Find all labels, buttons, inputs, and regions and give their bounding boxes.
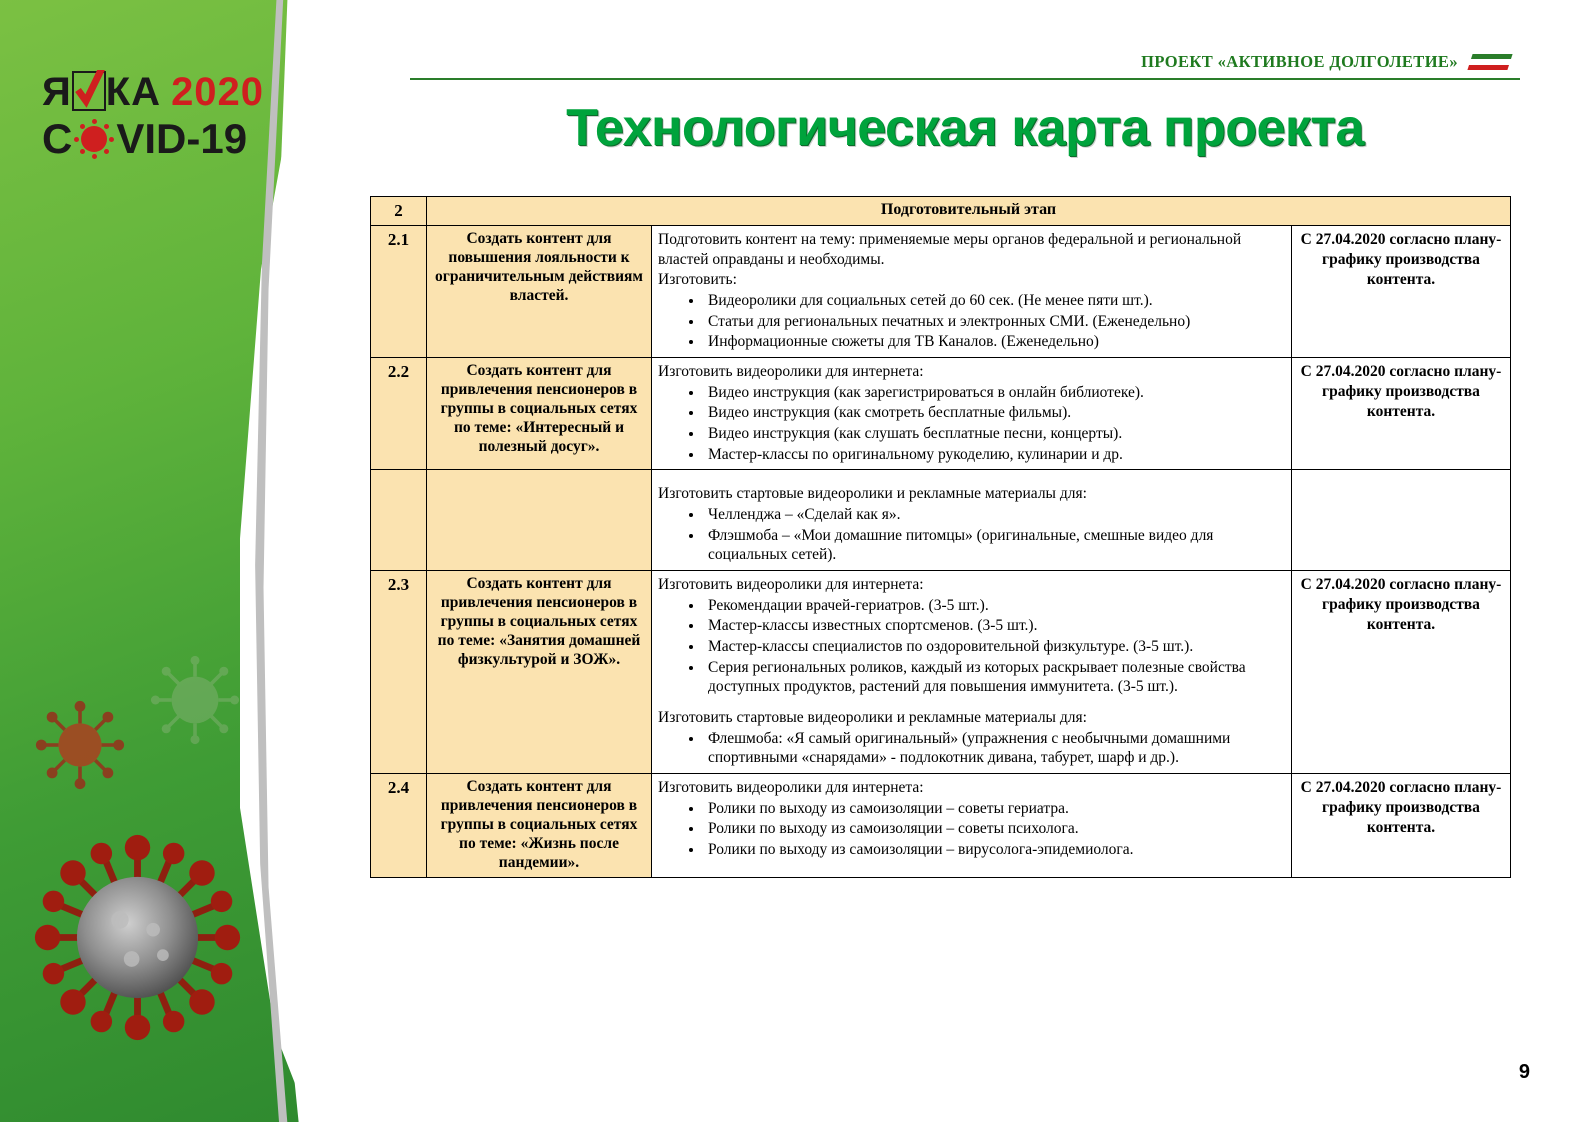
section-title: Подготовительный этап — [427, 197, 1511, 226]
content-lead: Изготовить стартовые видеоролики и рекламные материалы для: — [658, 709, 1087, 727]
virus-particle-faint-icon — [150, 655, 240, 745]
logo-year: 2020 — [171, 70, 265, 114]
table-row — [371, 358, 1511, 470]
logo-row-covid — [42, 115, 282, 162]
content-list — [658, 799, 1285, 860]
list-item: • Флэшмоба – «Мои домашние питомцы» (оригинальные, смешные видео для социальных сетей). — [704, 526, 1285, 565]
table-header-row — [371, 197, 1511, 226]
technology-map-table — [370, 196, 1510, 878]
project-tag-label: ПРОЕКТ «АКТИВНОЕ ДОЛГОЛЕТИЕ» — [1141, 52, 1458, 71]
tatarstan-flag-icon — [1467, 54, 1512, 70]
list-item: • Видео инструкция (как зарегистрироваться в онлайн библиотеке). — [704, 383, 1285, 403]
list-item: • Информационные сюжеты для ТВ Каналов. (Еженедельно) — [704, 332, 1285, 352]
row-number: 2.4 — [371, 774, 427, 878]
row-number: 2.2 — [371, 358, 427, 470]
row-content — [652, 226, 1292, 358]
list-item: • Челленджа – «Сделай как я». — [704, 505, 1285, 525]
logo-row-yavka — [42, 72, 282, 112]
row-deadline: С 27.04.2020 согласно плану-графику производства контента. — [1292, 774, 1511, 878]
row-content — [652, 774, 1292, 878]
row-task — [427, 470, 652, 571]
list-item: • Ролики по выходу из самоизоляции – советы психолога. — [704, 819, 1285, 839]
virus-icon — [74, 119, 114, 159]
project-tag — [1141, 52, 1510, 72]
list-item: • Видео инструкция (как смотреть бесплатные фильмы). — [704, 403, 1285, 423]
section-number: 2 — [371, 197, 427, 226]
header-divider — [410, 78, 1520, 80]
decorative-left-panel — [0, 0, 310, 1122]
row-deadline: С 27.04.2020 согласно плану-графику производства контента. — [1292, 571, 1511, 774]
list-item: • Статьи для региональных печатных и электронных СМИ. (Еженедельно) — [704, 312, 1285, 332]
content-list — [658, 505, 1285, 565]
content-lead: Подготовить контент на тему: применяемые меры органов федеральной и региональной властей оправданы и необходимы. — [658, 231, 1242, 268]
row-deadline: С 27.04.2020 согласно плану-графику производства контента. — [1292, 358, 1511, 470]
content-lead: Изготовить: — [658, 271, 737, 289]
list-item: • Ролики по выходу из самоизоляции – вирусолога-эпидемиолога. — [704, 840, 1285, 860]
list-item: • Рекомендации врачей-гериатров. (3-5 шт.). — [704, 596, 1285, 616]
row-deadline — [1292, 470, 1511, 571]
content-list — [658, 596, 1285, 697]
list-item: • Мастер-классы известных спортсменов. (3-5 шт.). — [704, 616, 1285, 636]
virus-particle-large-icon — [30, 830, 245, 1045]
page-number: 9 — [1518, 1061, 1530, 1083]
logo-text-vid19: VID-19 — [116, 115, 248, 162]
logo-letter-ya: Я — [42, 70, 72, 114]
table-row — [371, 470, 1511, 571]
content-lead: Изготовить видеоролики для интернета: — [658, 576, 924, 594]
list-item: • Видео инструкция (как слушать бесплатные песни, концерты). — [704, 424, 1285, 444]
list-item: • Видеоролики для социальных сетей до 60 сек. (Не менее пяти шт.). — [704, 291, 1285, 311]
row-task: Создать контент для привлечения пенсионеров в группы в социальных сетях по теме: «Жизнь после пандемии». — [427, 774, 652, 878]
row-task: Создать контент для привлечения пенсионеров в группы в социальных сетях по теме: «Занятия домашней физкультурой и ЗОЖ». — [427, 571, 652, 774]
content-list — [658, 291, 1285, 352]
table-row — [371, 226, 1511, 358]
logo-letters-ka: КА — [105, 70, 162, 114]
list-item: • Ролики по выходу из самоизоляции – советы гериатра. — [704, 799, 1285, 819]
list-item: • Мастер-классы по оригинальному рукоделию, кулинарии и др. — [704, 445, 1285, 465]
content-list — [658, 729, 1285, 768]
content-list — [658, 383, 1285, 465]
row-task: Создать контент для привлечения пенсионеров в группы в социальных сетях по теме: «Интересный и полезный досуг». — [427, 358, 652, 470]
row-number: 2.3 — [371, 571, 427, 774]
content-lead: Изготовить видеоролики для интернета: — [658, 363, 924, 381]
content-lead: Изготовить стартовые видеоролики и рекламные материалы для: — [658, 485, 1087, 503]
row-content — [652, 470, 1292, 571]
check-mark-icon — [72, 72, 106, 112]
content-lead: Изготовить видеоролики для интернета: — [658, 779, 924, 797]
logo-letter-c: C — [42, 115, 73, 162]
row-number — [371, 470, 427, 571]
row-task: Создать контент для повышения лояльности к ограничительным действиям властей. — [427, 226, 652, 358]
row-deadline: С 27.04.2020 согласно плану-графику производства контента. — [1292, 226, 1511, 358]
row-number: 2.1 — [371, 226, 427, 358]
row-content — [652, 571, 1292, 774]
logo — [42, 72, 282, 160]
table-row — [371, 571, 1511, 774]
list-item: • Серия региональных роликов, каждый из которых раскрывает полезные свойства доступных продуктов, растений для повышения иммунитета. (3-5 шт.). — [704, 658, 1285, 697]
list-item: • Мастер-классы специалистов по оздоровительной физкультуре. (3-5 шт.). — [704, 637, 1285, 657]
page-title: Технологическая карта проекта — [566, 99, 1364, 157]
virus-particle-small-icon — [35, 700, 125, 790]
row-content — [652, 358, 1292, 470]
table-row — [371, 774, 1511, 878]
list-item: • Флешмоба: «Я самый оригинальный» (упражнения с необычными домашними спортивными «снарядами» - подлокотник дивана, табурет, шарф и др.). — [704, 729, 1285, 768]
